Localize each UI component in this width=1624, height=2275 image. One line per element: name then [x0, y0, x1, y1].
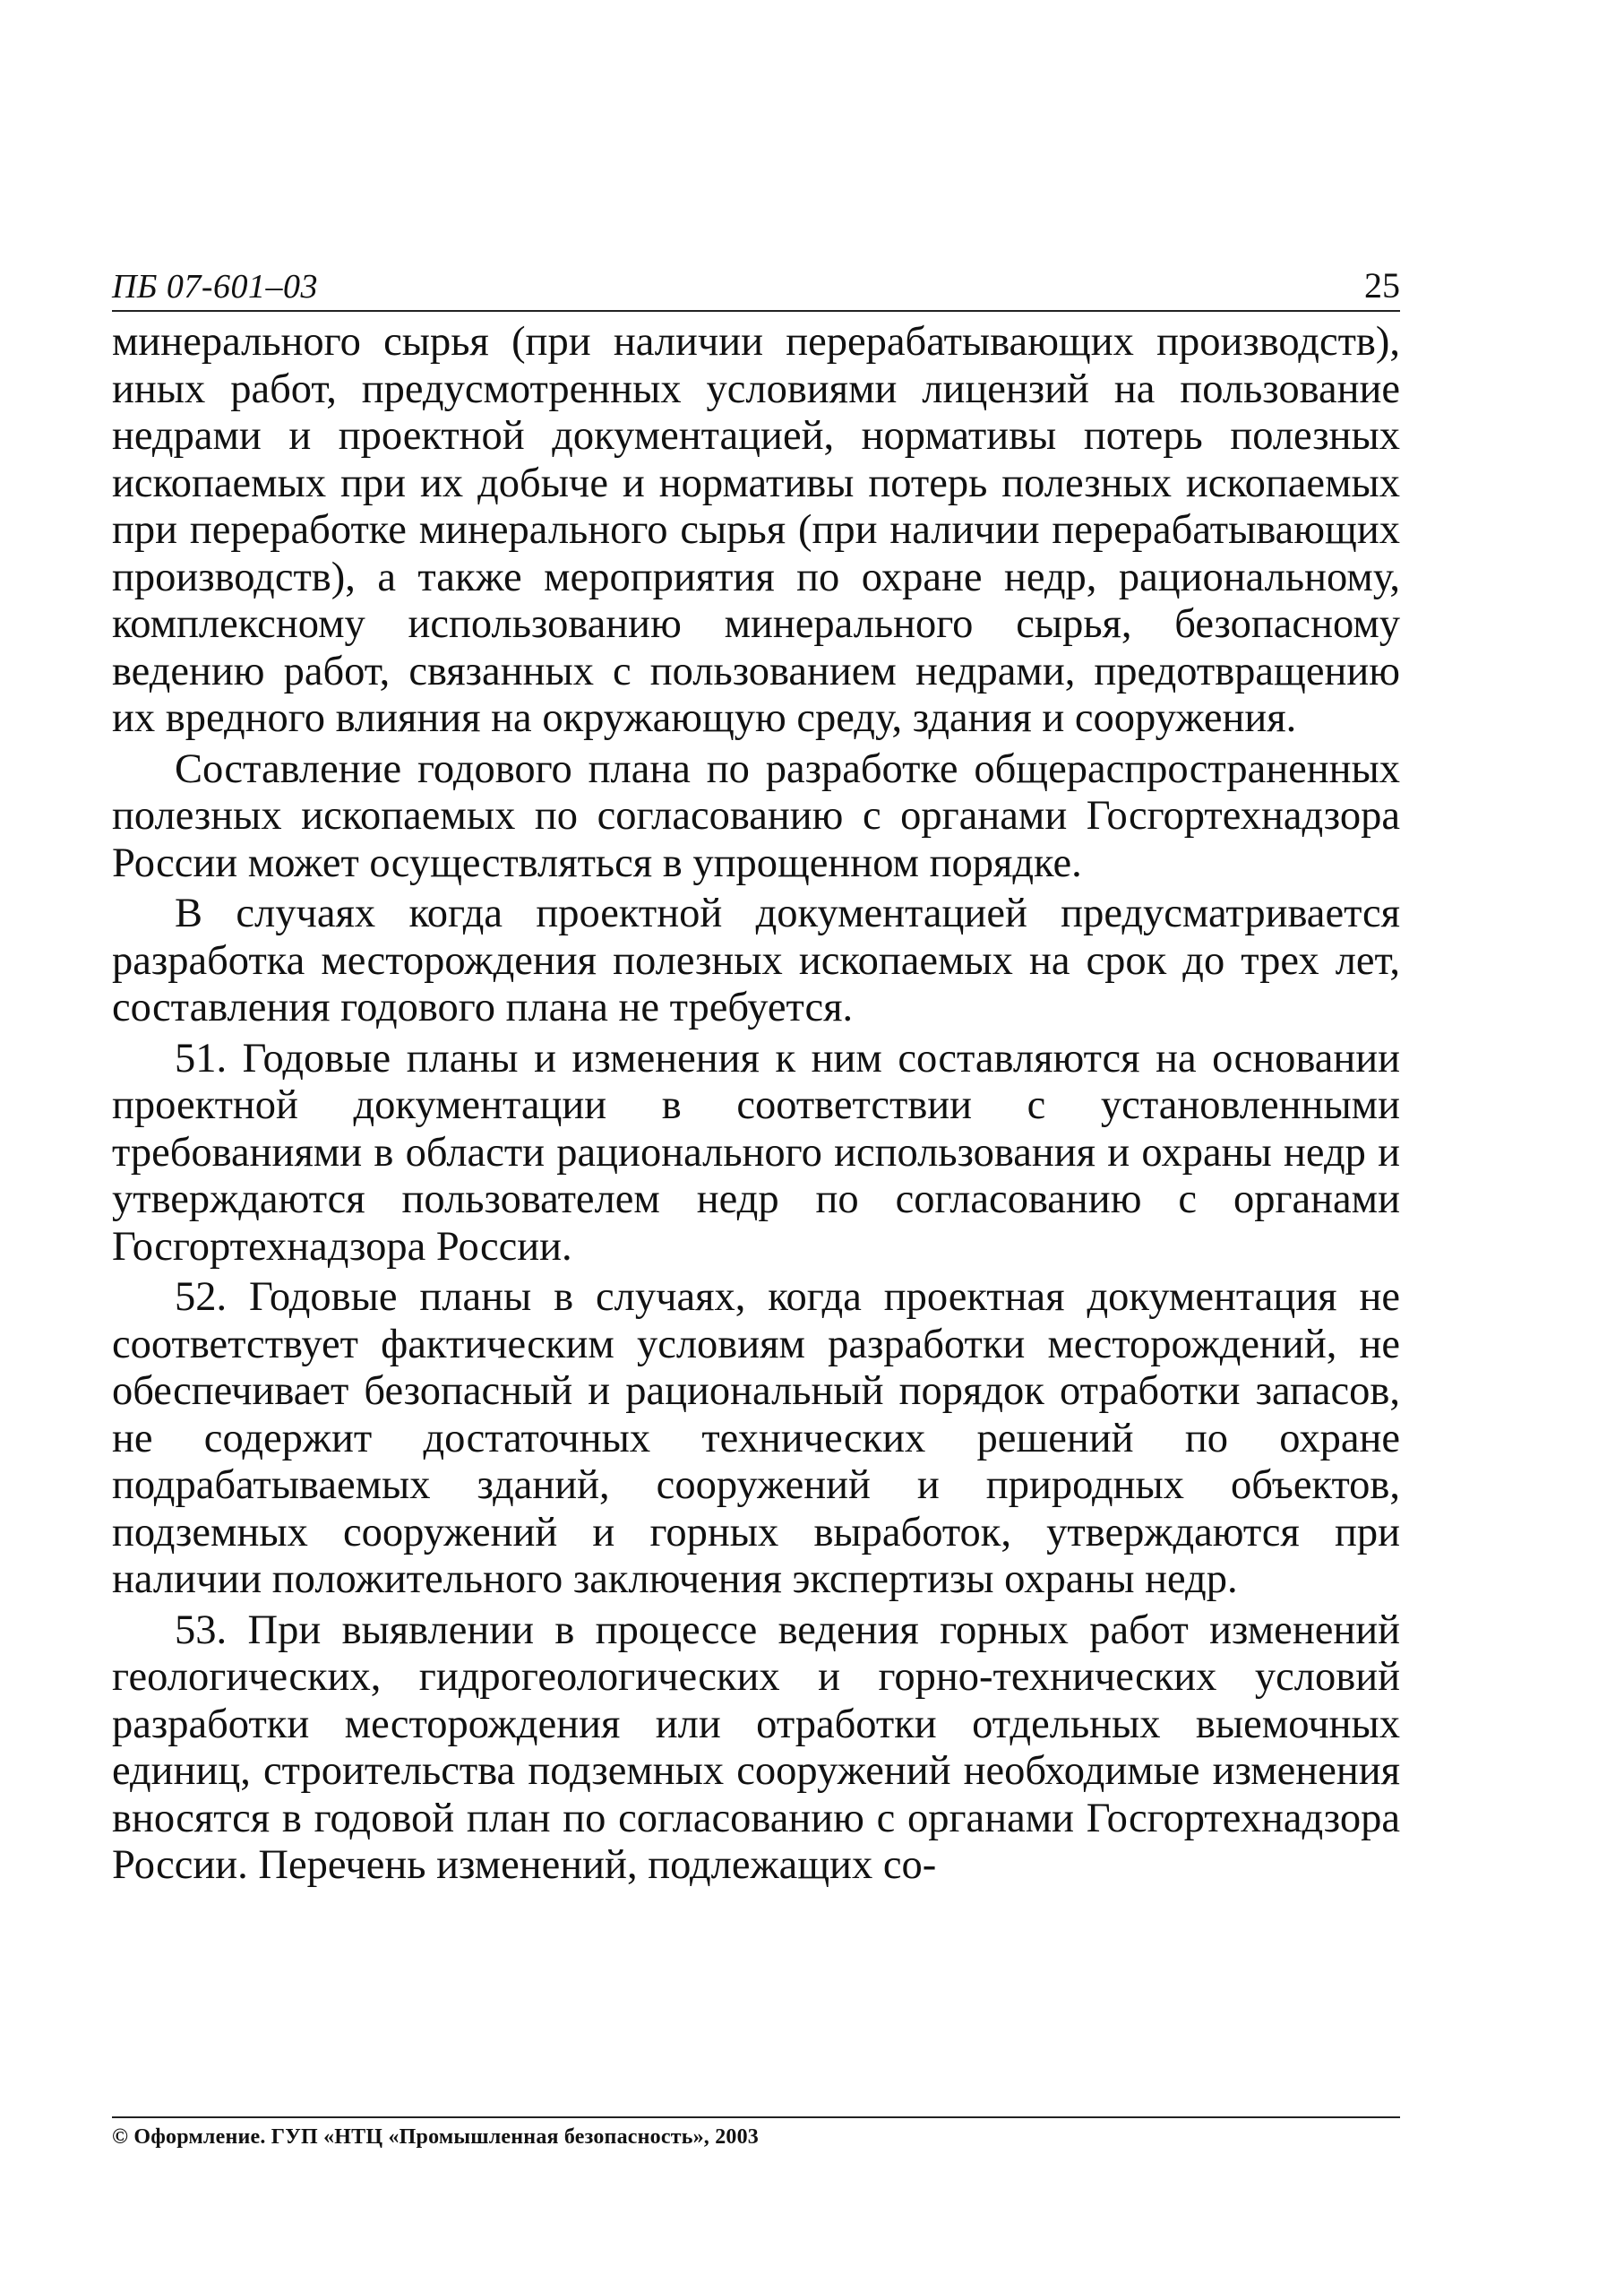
- page-footer: [112, 2116, 1400, 2150]
- paragraph: В случаях когда проектной документацией предусматривается разработка месторождения полезных ископаемых на срок до трех лет, составления годового плана не требуется.: [112, 891, 1400, 1030]
- paragraph-continuation: минерального сырья (при наличии перерабатывающих производств), иных работ, предусмотренных условиями лицензий на пользование недрами и проектной документацией, нормативы потерь полезных ископаемых при их добыче и нормативы потерь полезных ископаемых при переработке минерального сырья (при наличии перерабатывающих производств), а также мероприятия по охране недр, рациональному, комплексному использованию минерального сырья, безопасному ведению работ, связанных с пользованием недрами, предотвращению их вредного влияния на окружающую среду, здания и сооружения.: [112, 319, 1400, 741]
- page-number: 25: [1364, 265, 1400, 306]
- page-header: [112, 265, 1400, 312]
- paragraph-item-53: 53. При выявлении в процессе ведения горных работ изменений геологических, гидрогеологических и горно-технических условий разработки месторождения или отработки отдельных выемочных единиц, строительства подземных сооружений необходимые изменения вносятся в годовой план по согласованию с органами Госгортехнадзора России. Перечень изменений, подлежащих со-: [112, 1607, 1400, 1888]
- paragraph-item-51: 51. Годовые планы и изменения к ним составляются на основании проектной документации в соответствии с установленными требованиями в области рационального использования и охраны недр и утверждаются пользователем недр по согласованию с органами Госгортехнадзора России.: [112, 1035, 1400, 1270]
- copyright-note: © Оформление. ГУП «НТЦ «Промышленная безопасность», 2003: [112, 2125, 760, 2149]
- document-code: ПБ 07-601–03: [112, 268, 319, 306]
- paragraph-item-52: 52. Годовые планы в случаях, когда проектная документация не соответствует фактическим условиям разработки месторождений, не обеспечивает безопасный и рациональный порядок отработки запасов, не содержит достаточных технических решений по охране подрабатываемых зданий, сооружений и природных объектов, подземных сооружений и горных выработок, утверждаются при наличии положительного заключения экспертизы охраны недр.: [112, 1274, 1400, 1602]
- paragraph: Составление годового плана по разработке общераспространенных полезных ископаемых по согласованию с органами Госгортехнадзора России может осуществляться в упрощенном порядке.: [112, 745, 1400, 886]
- document-body: [112, 319, 1400, 1893]
